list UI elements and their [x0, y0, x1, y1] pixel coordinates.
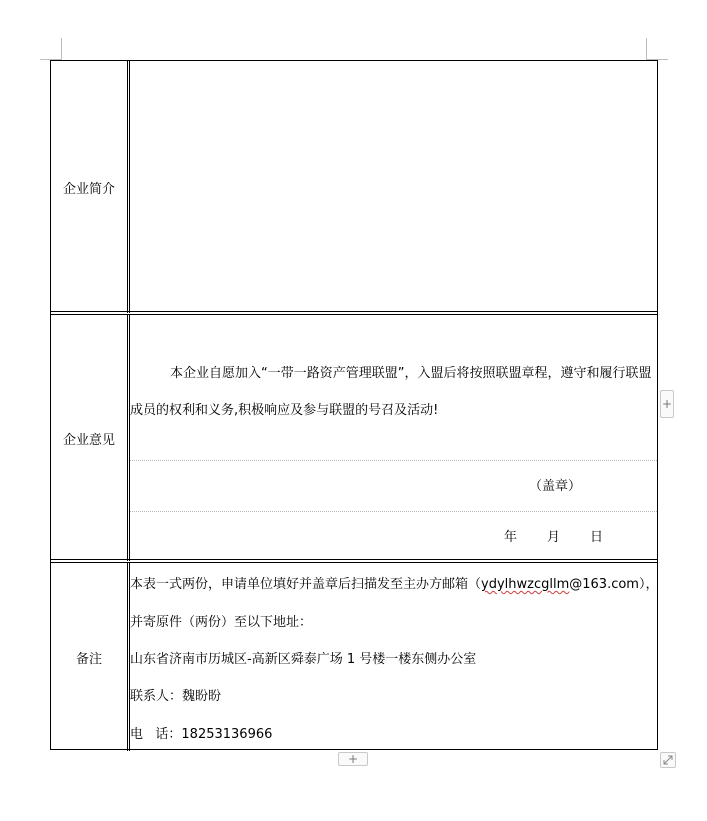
company-opinion-label: 企业意见	[62, 432, 115, 448]
remark-line-1	[130, 573, 657, 592]
phone-line: 电 话：18253136966	[130, 727, 273, 742]
address-line: 山东省济南市历城区-高新区舜泰广场 1 号楼一楼东侧办公室	[130, 652, 477, 667]
seal-label: （盖章）	[528, 479, 581, 494]
opinion-statement-line-1: 本企业自愿加入“一带一路资产管理联盟”，入盟后将按照联盟章程，遵守和履行联盟	[170, 366, 652, 381]
company-profile-label: 企业简介	[62, 181, 115, 197]
add-row-button[interactable]: +	[338, 752, 368, 766]
opinion-statement	[130, 355, 657, 429]
crop-mark-top-right-vertical	[646, 38, 647, 60]
email-username: ydylhwzcgllm	[481, 577, 570, 592]
signature-date	[504, 526, 603, 545]
date-month-label: 月	[546, 530, 560, 545]
company-opinion-cell[interactable]	[130, 315, 657, 561]
date-day-label: 日	[589, 530, 603, 545]
remarks-cell[interactable]	[130, 563, 657, 751]
cell-line-divider	[130, 460, 657, 461]
remark-line-2: 并寄原件（两份）至以下地址：	[130, 615, 313, 630]
company-opinion-row	[51, 315, 657, 561]
contact-person-line: 联系人：魏盼盼	[130, 689, 222, 704]
remarks-label: 备注	[75, 651, 102, 667]
add-column-button[interactable]: +	[660, 390, 674, 418]
crop-mark-top-left-vertical	[61, 38, 62, 60]
opinion-statement-line-2: 成员的权利和义务,积极响应及参与联盟的号召及活动!	[130, 403, 439, 418]
table-resize-handle[interactable]	[660, 752, 676, 768]
remark-line-1-prefix: 本表一式两份，申请单位填好并盖章后扫描发至主办方邮箱（	[130, 577, 482, 592]
date-year-label: 年	[503, 530, 517, 545]
company-profile-row	[51, 61, 657, 313]
remarks-row	[51, 563, 657, 751]
application-form-table	[50, 60, 658, 750]
resize-icon	[661, 753, 675, 767]
cell-line-divider	[130, 511, 657, 512]
email-domain: @163.com），	[569, 577, 659, 592]
company-profile-cell[interactable]	[130, 61, 657, 313]
